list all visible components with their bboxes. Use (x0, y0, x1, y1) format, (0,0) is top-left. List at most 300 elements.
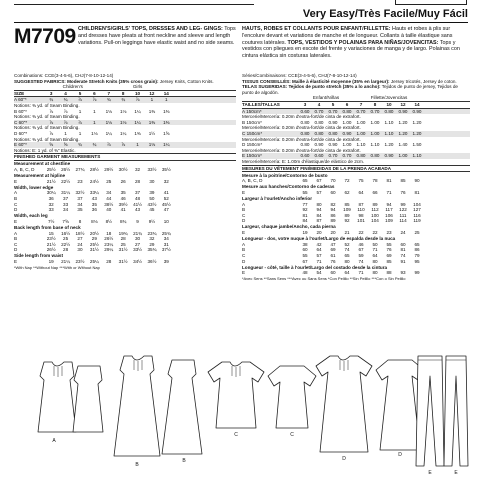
cell-value: 80 (344, 258, 350, 264)
row-label: C (242, 252, 246, 258)
cell-value: 39 (149, 190, 155, 196)
cell-value: 0.70 (328, 108, 338, 114)
cell-value: 0.90 (328, 119, 338, 125)
cell-value: 99 (414, 270, 420, 276)
row-label: E 60"* (14, 142, 27, 148)
cell-value: 32 (48, 201, 54, 207)
cell-value: 69 (386, 252, 392, 258)
cell-value: 9 (136, 218, 139, 224)
cell-value: 43 (134, 207, 141, 213)
cell-value: 37 (63, 195, 69, 201)
cell-value: 35½ (161, 167, 171, 172)
right-size-header (242, 101, 470, 109)
cell-value: 24 (400, 230, 406, 236)
cell-value: 81 (400, 247, 406, 253)
cell-value: 67 (358, 247, 364, 253)
cell-value: 1 (165, 97, 168, 103)
cell-value: 8 (373, 101, 377, 107)
cell-value: 22 (358, 230, 364, 236)
row-label: B (14, 195, 18, 201)
cell-value: 41½ (133, 201, 143, 207)
cell-value: ⅞ (49, 119, 54, 125)
cell-value: 33¼ (89, 190, 99, 196)
right-notions-note: Mercerie/Mercería: 0.20m d'extra-fort/de cinta de extrafort. (242, 136, 361, 142)
cell-value: 25½ (89, 241, 99, 247)
cell-value: 1⅜ (163, 108, 170, 114)
left-measure-row (14, 167, 236, 173)
cell-value: 81 (386, 178, 392, 184)
cell-value: 71 (358, 270, 364, 276)
cell-value: 26½ (104, 236, 114, 242)
cell-value: 27¾ (75, 167, 85, 172)
cell-value: 21½ (46, 241, 56, 247)
cell-value: 1⅝ (163, 130, 170, 136)
cell-value: 12 (400, 101, 406, 107)
left-notions-note: Notions: ⅜ yd. of Seam Binding. (14, 125, 80, 131)
left-measure-row (14, 219, 236, 225)
cell-value: 64 (372, 252, 378, 258)
cell-value: 0.60 (300, 153, 310, 159)
row-label: A 60"* (14, 97, 27, 103)
cell-value: 64 (358, 189, 364, 195)
cell-value: 111 (399, 212, 407, 218)
right-measure-section-title: Longueur - côté, taille à l'ourlet/Largo del costado desde la cintura (242, 264, 388, 270)
cell-value: 99 (400, 201, 406, 207)
cell-value: 82 (330, 201, 336, 207)
cell-value: ¾ (106, 97, 111, 103)
row-label: E (242, 189, 246, 195)
right-measure-row (242, 230, 470, 236)
row-label: C 150cm* (242, 130, 263, 136)
left-measure-section-title: Width, each leg (14, 213, 48, 219)
cell-value: 23½ (75, 259, 85, 264)
cell-value: 28 (106, 259, 112, 264)
cell-value: 64 (344, 270, 350, 276)
cell-value: 29½ (104, 167, 114, 172)
row-label: D 60"* (14, 130, 28, 136)
cell-value: 74 (400, 252, 406, 258)
cell-value: 18 (106, 230, 112, 236)
garment-c-front (208, 362, 264, 428)
metric-chart-column (242, 73, 470, 281)
cell-value: 86 (414, 247, 420, 253)
cell-value: 117 (385, 207, 393, 213)
cell-value: 24½ (89, 178, 99, 184)
cell-value: 23¼ (104, 241, 114, 247)
cell-value: 1¼ (105, 130, 112, 136)
cell-value: 22½ (61, 178, 71, 184)
row-label: B (242, 247, 246, 253)
cell-value: 6 (93, 90, 96, 96)
cell-value: 1⅛ (105, 119, 112, 125)
cell-value: 60 (330, 270, 336, 276)
cell-value: ⅞ (63, 108, 68, 114)
row-label: B 60"* (14, 108, 27, 114)
cell-value: ⅞ (78, 119, 82, 125)
intro-spanish-lead: TOPS, VESTIDOS Y POLAINAS PARA NIÑAS/JOVENCITAS: (287, 39, 439, 46)
cell-value: 50 (372, 241, 378, 247)
row-label: D (14, 207, 18, 213)
left-measurements-title: FINISHED GARMENT MEASUREMENTS (14, 153, 236, 161)
cell-value: 95 (414, 258, 420, 264)
cell-value: 37 (77, 195, 83, 201)
cell-value: 34 (77, 201, 83, 207)
cell-value: 86 (330, 212, 336, 218)
cell-value: 94 (316, 207, 322, 213)
garment-c-back (268, 366, 316, 428)
cell-value: 32 (163, 178, 169, 184)
cell-value: 1 (93, 108, 96, 114)
cell-value: 18½ (75, 230, 85, 236)
cell-value: 12 (149, 90, 155, 96)
cell-value: ⅝ (49, 142, 54, 148)
cell-value: 59 (358, 252, 364, 258)
right-measure-section-title: Mesure à la poitrine/Contorno de busto (242, 172, 328, 178)
cell-value: 41 (120, 207, 126, 213)
cell-value: 28½ (89, 167, 99, 172)
cell-value: ⅞ (135, 97, 140, 103)
cell-value: 33½ (147, 167, 157, 172)
cell-value: ⅞ (121, 142, 126, 148)
garment-label-e-back: E (454, 470, 458, 476)
cell-value: 8 (121, 90, 125, 96)
cell-value: 8⅛ (91, 218, 98, 224)
cell-value: 46 (358, 241, 364, 247)
cell-value: ¾ (121, 97, 126, 103)
cell-value: 21¼ (61, 259, 71, 264)
cell-value: 40 (106, 207, 112, 213)
cell-value: 57 (316, 252, 322, 258)
cell-value: 39 (163, 259, 169, 264)
cell-value: 67 (316, 178, 322, 184)
cell-value: 1⅛ (119, 119, 127, 125)
cell-value: 85 (344, 201, 350, 207)
cell-value: 65 (302, 178, 308, 184)
cell-value: 7 (107, 90, 111, 96)
cell-value: 14 (414, 101, 420, 107)
cell-value: 4 (317, 101, 321, 107)
right-measure-section-title: Largeur, chaque jambe/Ancho, cada pierna (242, 224, 336, 230)
cell-value: 38½ (104, 201, 114, 207)
cell-value: 34 (63, 207, 69, 213)
cell-value: 1.00 (370, 119, 380, 125)
left-notions-note: Notions: ⅜ yd. of Seam Binding. (14, 136, 80, 142)
cell-value: 1⅜ (134, 130, 141, 136)
row-label: A 150cm* (242, 108, 262, 114)
cell-value: 52 (344, 241, 350, 247)
cell-value: 25 (63, 236, 69, 242)
cell-value: 92 (344, 218, 350, 224)
group-children: Children's (62, 84, 83, 90)
cell-value: 23¾ (147, 230, 157, 236)
cell-value: 91 (400, 258, 406, 264)
row-label: A (14, 230, 18, 236)
cell-value: 77 (302, 201, 308, 207)
cell-value: 90 (414, 178, 420, 184)
cell-value: 46 (120, 195, 126, 201)
cell-value: 4 (64, 90, 67, 96)
cell-value: 43 (91, 195, 97, 201)
cell-value: 60 (330, 189, 336, 195)
cell-value: 76 (330, 258, 336, 264)
cell-value: 109 (385, 218, 393, 224)
group-children: Enfant/Niñas (312, 95, 340, 101)
cell-value: 71 (372, 247, 378, 253)
cell-value: 116 (413, 212, 421, 218)
right-notions-note: Mercerie/Mercería: E: 1.00m d'élastique/de elástico de 2cm. (242, 158, 365, 164)
cell-value: 1.00 (398, 153, 408, 159)
cell-value: ⅞ (63, 119, 68, 125)
cell-value: 33 (48, 207, 54, 213)
cell-value: 8¾ (119, 218, 127, 224)
cell-value: 32 (134, 167, 141, 172)
fabrics-es-body: Tejidos de punto de jersey, Tejidos de punto de algodón. (242, 84, 458, 95)
cell-value: 0.80 (314, 130, 324, 136)
cell-value: 25¾ (161, 230, 171, 236)
cell-value: 84 (316, 212, 322, 218)
cell-value: 65 (344, 252, 350, 258)
left-measure-section-title: Measurement at chestline (14, 161, 71, 167)
cell-value: 31½ (118, 247, 128, 253)
cell-value: 7½ (48, 218, 55, 224)
cell-value: 25 (414, 230, 420, 236)
cell-value: 1⅛ (119, 108, 127, 114)
row-label: C 60"* (14, 119, 28, 125)
row-label: D (14, 247, 18, 253)
cell-value: 16½ (61, 230, 71, 236)
row-label: D (242, 258, 246, 264)
cell-value: 57 (316, 189, 322, 195)
cell-value: 36 (91, 207, 97, 213)
cell-value: 80 (372, 258, 378, 264)
cell-value: 36 (48, 195, 54, 201)
cell-value: 25½ (46, 167, 56, 172)
cell-value: 0.80 (314, 119, 324, 125)
left-notions-note: Notions: ⅜ yd. of Seam Binding. (14, 102, 80, 108)
left-measure-section-title: Side length from waist (14, 253, 64, 259)
cell-value: 19¾ (118, 230, 128, 236)
cell-value: 31¼ (61, 190, 71, 196)
garment-a-front (38, 362, 76, 432)
cell-value: 55 (302, 189, 308, 195)
cell-value: 1⅜ (163, 119, 170, 125)
row-label: B (242, 207, 246, 213)
fabrics-es-lead: TELAS SUGERIDAS: Tejidos de punto stretch (35% a lo ancho): (242, 84, 382, 90)
right-measurements-title: MESURES DU VÊTEMENT FINI/MEDIDAS DE LA PRENDA ACABADA (242, 165, 470, 173)
cell-value: 0.80 (328, 130, 338, 136)
garment-b-front (114, 356, 160, 456)
cell-value: 74 (358, 258, 364, 264)
cell-value: 9½ (148, 218, 156, 224)
cell-value: 0.60 (300, 108, 310, 114)
right-footnote: *Avec Sens **Sans Sens ***Avec ou Sans Sens *Con Pelillo **Sin Pelillo ***Con o Sin Pelillo (242, 275, 406, 281)
left-measure-row (14, 207, 236, 213)
left-notions-note: Notions: ⅜ yd. of Seam Binding. (14, 114, 80, 120)
cell-value: ⅞ (78, 97, 82, 103)
row-label: A, B, C, D (14, 167, 35, 172)
cell-value: 48 (302, 270, 308, 276)
row-label: E (242, 270, 246, 276)
english-chart-column (14, 73, 236, 270)
cell-value: 101 (357, 218, 365, 224)
cell-value: 47 (330, 241, 336, 247)
row-label: A (242, 201, 246, 207)
cell-value: 24 (77, 241, 83, 247)
cell-value: 94 (386, 201, 392, 207)
cell-value: 38 (302, 241, 308, 247)
cell-value: 34 (106, 190, 112, 196)
cell-value: 76 (400, 189, 406, 195)
cell-value: 92 (302, 207, 308, 213)
cell-value: 119 (413, 218, 421, 224)
cell-value: 21 (344, 230, 350, 236)
cell-value: 50 (149, 195, 155, 201)
cell-value: 1¼ (119, 130, 127, 136)
garment-label-a: A (52, 438, 56, 444)
intro-spanish-body: Tops y vestidos con pliegues en escote del frente y variaciones de manga y de largo. Polainas con cintura elástica sin costuras laterales. (242, 39, 460, 60)
cell-value: 28 (63, 247, 69, 253)
cell-value: 14 (163, 90, 169, 96)
cell-value: 21¾ (133, 230, 143, 236)
left-measure-row (14, 179, 236, 185)
cell-value: 71 (386, 189, 392, 195)
cell-value: 0.90 (384, 153, 394, 159)
intro-french-spanish (242, 26, 470, 60)
left-measure-row (14, 247, 236, 253)
row-label: A (14, 190, 18, 196)
cell-value: 0.80 (370, 153, 380, 159)
cell-value: 52 (163, 195, 169, 201)
cell-value: 34 (163, 236, 169, 242)
cell-value: 23 (77, 178, 83, 184)
cell-value: 8 (78, 218, 82, 224)
cell-value: 28 (134, 178, 141, 184)
cell-value: 19 (48, 259, 54, 264)
cell-value: 25¼ (89, 259, 99, 264)
row-label: C (14, 201, 18, 207)
cell-value: ¾ (49, 97, 54, 103)
right-notions-note: Mercerie/Mercería: 0.20m d'extra-fort/de cinta de extrafort. (242, 114, 361, 120)
garment-e-front (416, 356, 444, 466)
cell-value: 70 (330, 178, 336, 184)
cell-value: 8½ (105, 218, 112, 224)
cell-value: 26½ (46, 247, 56, 253)
cell-value: 78 (372, 178, 378, 184)
cell-value: 0.80 (384, 108, 394, 114)
top-rule-right (395, 0, 467, 5)
garment-label-b-back: B (182, 458, 186, 464)
cell-value: 104 (413, 201, 421, 207)
cell-value: 1.10 (412, 153, 422, 159)
row-label: SIZE (14, 90, 25, 96)
cell-value: 64 (316, 247, 322, 253)
cell-value: 0.80 (356, 153, 366, 159)
left-combinations: Combinations: CCE(3-4-5-6), CHJ(7-8-10-12-14) (14, 73, 114, 78)
cell-value: 27 (134, 241, 141, 247)
garment-d-front (316, 356, 372, 452)
cell-value: 60 (302, 247, 308, 253)
group-girls: Fillette/Jovencitas (370, 95, 408, 101)
cell-value: 1 (150, 97, 154, 103)
garment-label-d-back: D (398, 452, 402, 458)
group-spacer (14, 84, 44, 90)
garment-label-b-front: B (135, 462, 139, 468)
cell-value: 45 (149, 207, 155, 213)
cell-value: 114 (399, 218, 407, 224)
cell-value: 36½ (147, 259, 157, 264)
row-label: E 150cm* (242, 153, 262, 159)
cell-value: 31½ (89, 247, 99, 253)
cell-value: 1 (78, 130, 82, 136)
cell-value: 30½ (118, 167, 128, 172)
group-spacer (242, 95, 298, 101)
cell-value: 22½ (61, 241, 71, 247)
cell-value: 106 (385, 212, 393, 218)
cell-value: 1.20 (412, 130, 422, 136)
cell-value: 19 (302, 230, 308, 236)
cell-value: 109 (343, 207, 351, 213)
cell-value: 41 (163, 190, 169, 196)
cell-value: ⅞ (49, 108, 54, 114)
cell-value: 33 (63, 201, 69, 207)
cell-value: 0.80 (300, 130, 310, 136)
cell-value: 10 (134, 90, 141, 96)
left-measure-section-title: Measurement at hipline (14, 173, 66, 179)
row-label: D 150cm* (242, 142, 263, 148)
cell-value: 35 (77, 207, 83, 213)
garment-label-e-front: E (428, 470, 432, 476)
cell-value: ¾ (92, 142, 97, 148)
cell-value: 6 (345, 101, 349, 107)
cell-value: 35 (91, 201, 97, 207)
cell-value: 76 (386, 247, 392, 253)
cell-value: 1⅛ (148, 142, 156, 148)
cell-value: 89 (344, 212, 350, 218)
cell-value: 1⅛ (105, 108, 112, 114)
cell-value: 3 (49, 90, 53, 96)
row-label: C (14, 241, 18, 247)
cell-value: 21½ (46, 178, 56, 184)
cell-value: 0.90 (412, 108, 422, 114)
cell-value: 0.90 (328, 142, 338, 148)
row-label: D (242, 218, 246, 224)
cell-value: 80 (316, 201, 322, 207)
cell-value: 25 (120, 241, 126, 247)
cell-value: 1.20 (398, 130, 408, 136)
left-footnote: *With Nap **Without Nap ***With or Without Nap (14, 264, 100, 270)
cell-value: 0.80 (342, 108, 352, 114)
garment-label-d-front: D (342, 456, 346, 462)
cell-value: 34½ (133, 259, 143, 264)
garment-label-c-back: C (290, 432, 294, 438)
cell-value: ⅞ (49, 130, 54, 136)
fabrics-fr-lead: TISSUS CONSEILLÉS: Maille à élasticité moyenne (35% en largeur): (242, 78, 391, 84)
cell-value: 55 (302, 252, 308, 258)
right-fabrics (242, 79, 470, 96)
left-measure-section-title: Back length from base of neck (14, 224, 81, 230)
garment-illustrations (14, 344, 470, 479)
garment-a-back (73, 366, 103, 432)
cell-value: 1.10 (370, 142, 380, 148)
cell-value: 20 (330, 230, 336, 236)
cell-value: 74 (344, 247, 350, 253)
row-label: E (242, 230, 246, 236)
cell-value: 31 (163, 241, 169, 247)
cell-value: 35¾ (147, 247, 157, 253)
right-measure-section-title: Largeur à l'ourlet/Ancho inferior (242, 195, 313, 201)
cell-value: 37½ (161, 247, 171, 253)
cell-value: 1.00 (342, 119, 352, 125)
